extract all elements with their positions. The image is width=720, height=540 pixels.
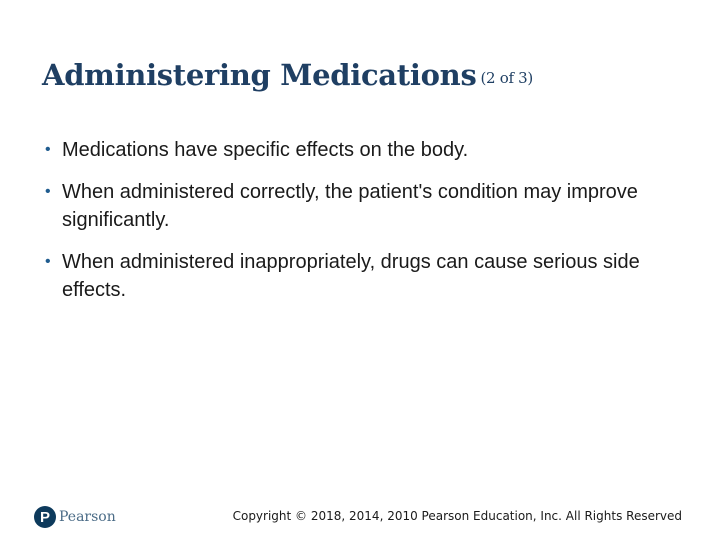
copyright-notice: Copyright © 2018, 2014, 2010 Pearson Education, Inc. All Rights Reserved — [232, 509, 682, 523]
bullet-text: When administered correctly, the patient's condition may improve significantly. — [62, 181, 638, 231]
bullet-text: Medications have specific effects on the body. — [62, 139, 469, 161]
bullet-text: When administered inappropriately, drugs can cause serious side effects. — [62, 251, 640, 301]
pearson-logo-icon: P — [34, 506, 56, 528]
bullet-list — [45, 136, 685, 318]
slide-title — [42, 58, 533, 92]
bullet-item — [45, 136, 685, 164]
slide-title-suffix: (2 of 3) — [480, 69, 533, 87]
bullet-dot-icon: • — [45, 253, 51, 270]
pearson-logo-text: Pearson — [59, 509, 116, 525]
bullet-item — [45, 178, 685, 234]
bullet-dot-icon: • — [45, 141, 51, 158]
bullet-item — [45, 248, 685, 304]
slide-title-text: Administering Medications — [42, 58, 477, 92]
bullet-dot-icon: • — [45, 183, 51, 200]
pearson-logo — [34, 505, 116, 529]
